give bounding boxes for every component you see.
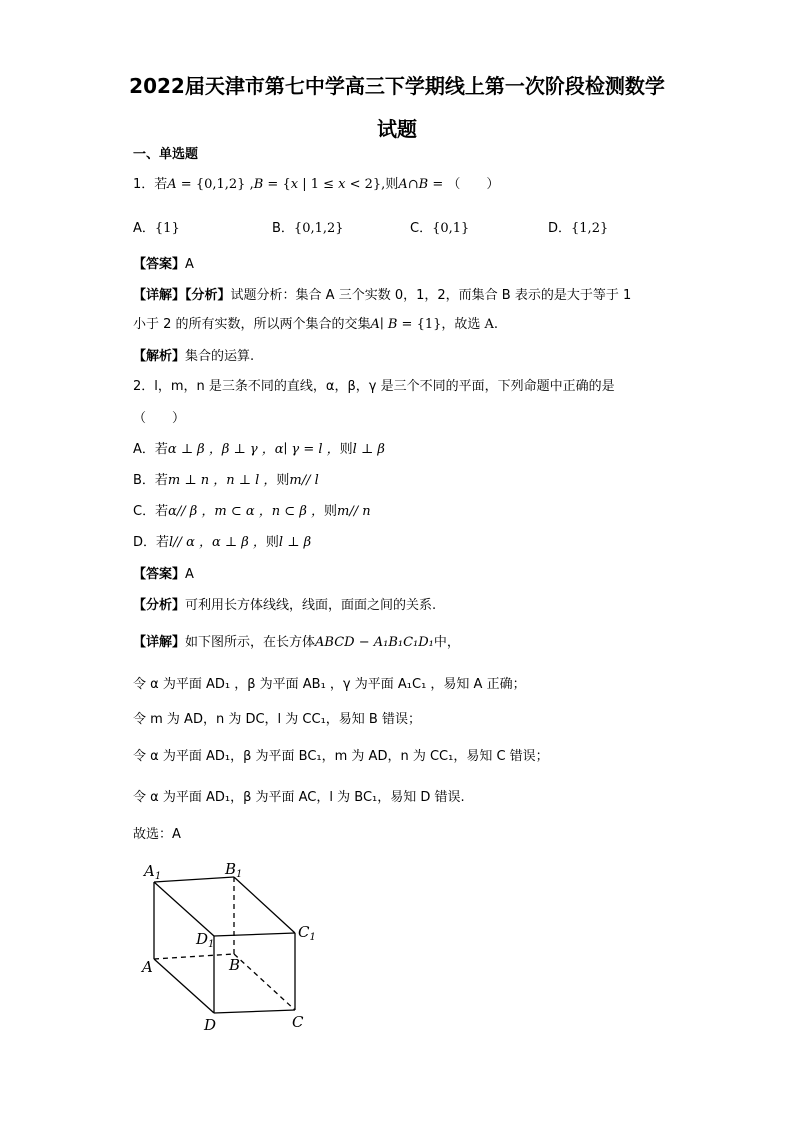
q2-detail-line-b: 令 m 为 AD，n 为 DC，l 为 CC₁，易知 B 错误； [133, 712, 421, 727]
q2-option-d: D．若l// α ，α ⊥ β ，则l ⊥ β [133, 535, 312, 550]
document-title-line2: 试题 [377, 117, 417, 141]
q1-option-d: D．{1,2} [548, 221, 609, 236]
q1-option-a: A．{1} [133, 221, 180, 236]
label-d: D [204, 1016, 217, 1034]
label-b: B [229, 956, 241, 974]
q1-expression: A∩B [398, 177, 429, 192]
answer-tag: 【答案】 [133, 567, 186, 582]
q1-set-a-value: = {0,1,2} , [176, 177, 254, 192]
q1-option-b: B．{0,1,2} [272, 221, 344, 236]
q2-detail-line-c: 令 α 为平面 AD₁，β 为平面 BC₁，m 为 AD，n 为 CC₁，易知 C 错误； [133, 749, 549, 764]
q1-var-x2: x [338, 177, 346, 192]
section-heading: 一、单选题 [133, 147, 199, 162]
q2-detail-line-d: 令 α 为平面 AD₁，β 为平面 AC，l 为 BC₁，易知 D 错误. [133, 790, 465, 805]
q2-option-a: A．若α ⊥ β ，β ⊥ γ ，α∣ γ = l ，则l ⊥ β [133, 442, 385, 457]
edge-a1-b1 [154, 877, 234, 882]
q1-stem [133, 176, 499, 194]
edge-a1-d1 [154, 882, 214, 936]
q1-then: 则 [385, 177, 399, 192]
q2-stem-line1: 2．l，m，n 是三条不同的直线，α，β，γ 是三个不同的平面，下列命题中正确的是 [133, 379, 615, 394]
q1-option-c: C．{0,1} [410, 221, 470, 236]
label-b1: $B_1$ [225, 860, 243, 880]
jiexi-tag: 【解析】 [133, 349, 186, 364]
q1-set-b: B [253, 177, 264, 192]
q1-jiexi: 【解析】集合的运算. [133, 349, 255, 364]
analysis-tag: 【分析】 [185, 288, 231, 303]
label-a: A [142, 958, 153, 976]
q1-detail-line1: 【详解】【分析】试题分析：集合 A 三个实数 0，1，2，而集合 B 表示的是大于等于 1 [133, 288, 632, 303]
edge-b-c-hidden [234, 954, 295, 1010]
answer-value: A [185, 257, 194, 272]
q1-set-a: A [167, 177, 177, 192]
answer-tag: 【答案】 [133, 257, 186, 272]
edge-a-d [154, 959, 214, 1013]
q2-detail-line-a: 令 α 为平面 AD₁ ，β 为平面 AB₁ ，γ 为平面 A₁C₁ ，易知 A 正确； [133, 677, 526, 692]
q1-tail: = （ ） [428, 177, 500, 192]
analysis-tag: 【分析】 [133, 598, 186, 613]
label-a1: $A_1$ [144, 862, 162, 882]
q2-analysis: 【分析】可利用长方体线线，线面，面面之间的关系. [133, 598, 437, 613]
q2-choose: 故选：A [133, 827, 181, 842]
edge-a-b-hidden [154, 954, 234, 959]
detail-tag: 【详解】 [133, 288, 186, 303]
label-c1: $C_1$ [298, 923, 316, 943]
cuboid-figure [130, 855, 330, 1040]
edge-d-c [214, 1010, 295, 1013]
q1-condition-end: < 2}, [345, 177, 386, 192]
edge-d1-c1 [214, 933, 295, 936]
label-d1: $D_1$ [196, 930, 215, 950]
document-title-line1: 2022届天津市第七中学高三下学期线上第一次阶段检测数学 [129, 74, 665, 98]
label-c: C [292, 1013, 304, 1031]
answer-value: A [185, 567, 194, 582]
q2-detail-intro: 【详解】如下图所示，在长方体ABCD − A₁B₁C₁D₁中， [133, 635, 460, 650]
q1-var-x: x [290, 177, 299, 192]
q1-condition: | 1 ≤ [298, 177, 339, 192]
q2-answer [133, 566, 194, 584]
q1-number: 1．若 [133, 177, 168, 192]
q2-option-c: C．若α// β ，m ⊂ α ，n ⊂ β ，则m// n [133, 504, 371, 519]
detail-tag: 【详解】 [133, 635, 186, 650]
edge-b1-c1 [234, 877, 295, 933]
q1-set-b-open: = { [263, 177, 291, 192]
q2-option-b: B．若m ⊥ n ，n ⊥ l ，则m// l [133, 473, 319, 488]
q1-answer [133, 256, 194, 274]
q2-stem-line2: （ ） [133, 411, 186, 426]
q1-detail-line2: 小于 2 的所有实数，所以两个集合的交集A∣ B = {1}，故选 A. [133, 317, 499, 332]
